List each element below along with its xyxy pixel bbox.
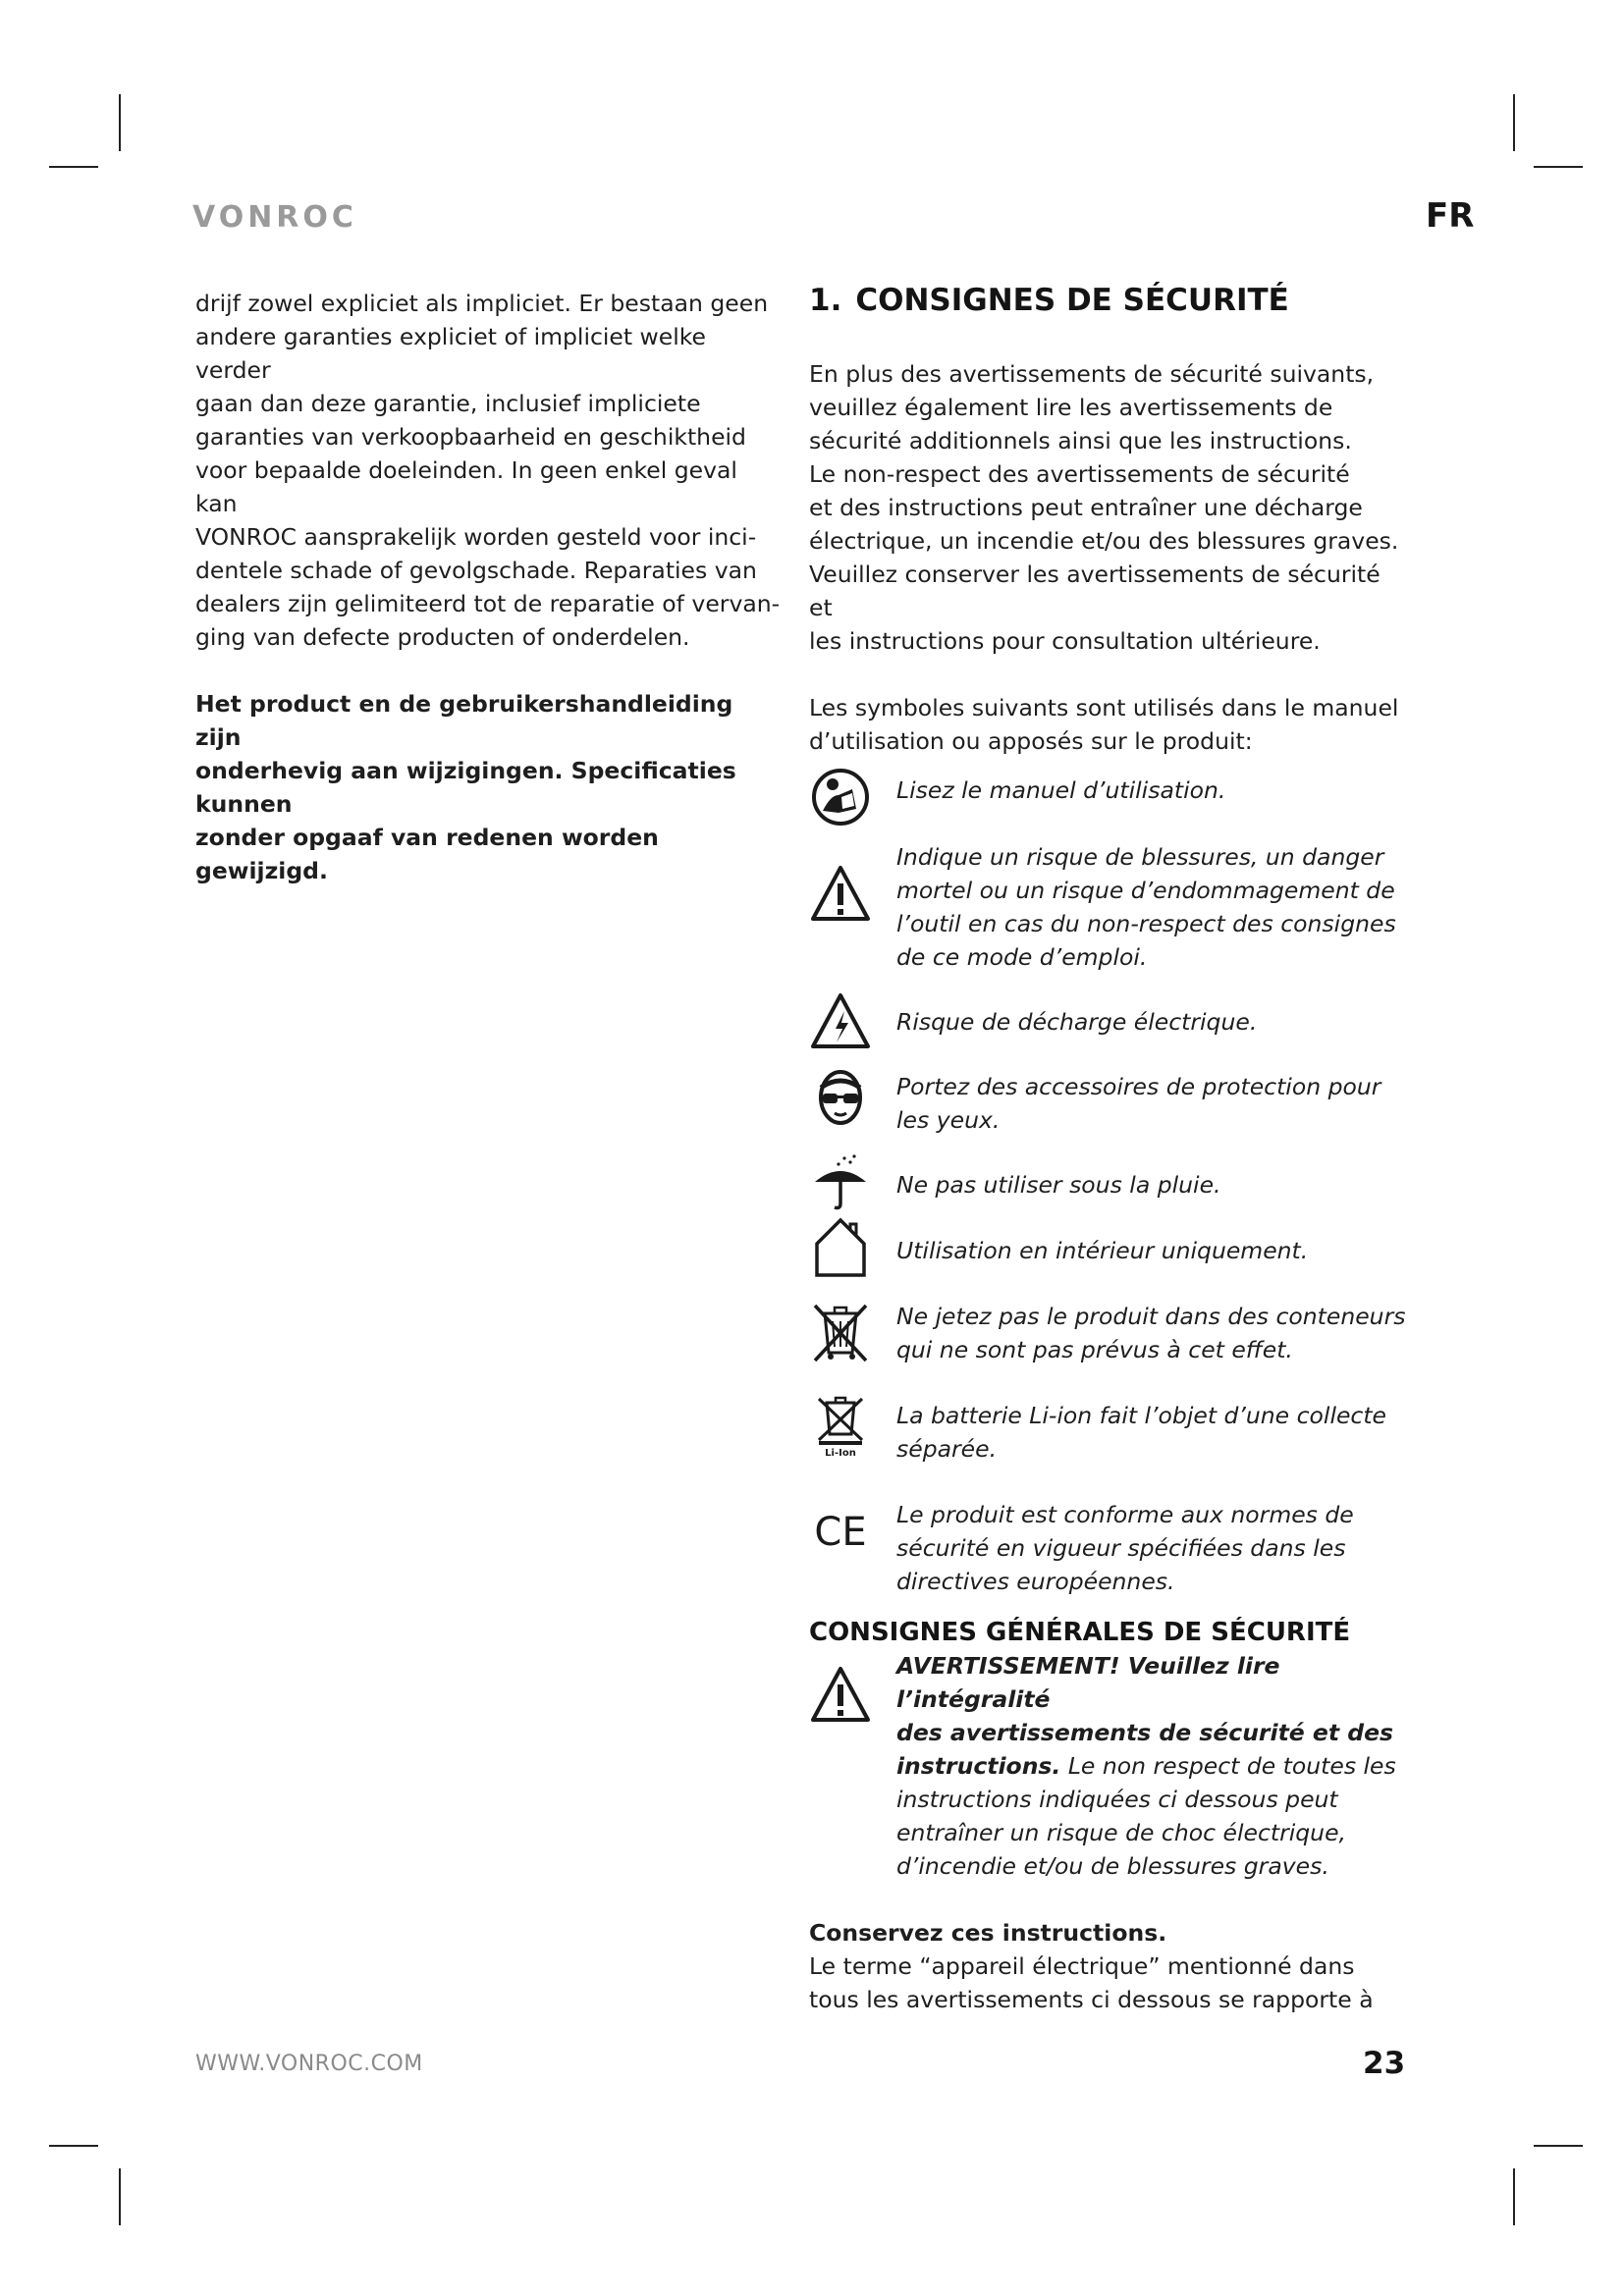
general-warning-rest: Le non respect de toutes les instructions indiquées ci dessous peut entraîner un risque de choc électrique, d’incendie et/ou de blessures graves. [896, 1752, 1396, 1880]
right-column [809, 279, 1408, 2016]
symbol-row [809, 774, 1408, 825]
symbol-row [809, 1498, 1408, 1598]
house-indoor-icon [809, 1214, 872, 1277]
symbol-text: Lisez le manuel d’utilisation. [896, 776, 1226, 804]
general-warning [809, 1649, 1408, 1883]
crop-mark [49, 166, 98, 168]
symbol-text: Ne jetez pas le produit dans des conteneurs qui ne sont pas prévus à cet effet. [896, 1303, 1406, 1363]
eye-protection-icon [809, 1066, 872, 1129]
symbol-text: La batterie Li-ion fait l’objet d’une collecte séparée. [896, 1402, 1387, 1463]
keep-instructions-text: Le terme “appareil électrique” mentionné dans tous les avertissements ci dessous se rapporte à [809, 1952, 1374, 2013]
symbol-text: Risque de décharge électrique. [896, 1008, 1258, 1036]
symbol-text: Ne pas utiliser sous la pluie. [896, 1171, 1221, 1199]
symbol-text: Utilisation en intérieur uniquement. [896, 1237, 1309, 1264]
change-notice: Het product en de gebruikershandleiding zijn onderhevig aan wijzigingen. Specificaties kunnen zonder opgaaf van redenen worden gewijzigd. [195, 690, 736, 884]
symbol-row [809, 1070, 1408, 1137]
general-safety-heading: CONSIGNES GÉNÉRALES DE SÉCURITÉ [809, 1618, 1351, 1647]
brand-logo [192, 199, 389, 231]
li-ion-label: Li-Ion [825, 1448, 856, 1458]
umbrella-rain-icon [809, 1152, 872, 1215]
symbol-text: Indique un risque de blessures, un danger mortel ou un risque d’endommagement de l’outil en cas du non-respect des consignes de ce mode d’emploi. [896, 843, 1396, 971]
footer-url: WWW.VONROC.COM [195, 2052, 423, 2076]
symbols-intro: Les symboles suivants sont utilisés dans le manuel d’utilisation ou apposés sur le produit: [809, 694, 1399, 755]
crop-mark [1534, 166, 1583, 168]
crop-mark [1534, 2145, 1583, 2147]
general-warning-text [896, 1649, 1408, 1883]
crop-mark [49, 2145, 98, 2147]
crop-mark [119, 2168, 121, 2225]
crop-mark [1513, 2168, 1515, 2225]
warning-triangle-icon [809, 1663, 872, 1726]
symbol-row [809, 1168, 1408, 1201]
warning-triangle-icon [809, 862, 872, 925]
page-number: 23 [1363, 2046, 1406, 2081]
symbol-row [809, 840, 1408, 974]
left-column [195, 287, 785, 887]
symbol-row [809, 1300, 1408, 1366]
section-number: 1. [809, 283, 842, 318]
general-warning-bold: AVERTISSEMENT! Veuillez lire l’intégralité des avertissements de sécurité et des instructions. [896, 1652, 1394, 1780]
brand-logo-text: VONROC [192, 200, 357, 231]
symbol-text: Le produit est conforme aux normes de sécurité en vigueur spécifiées dans les directives européennes. [896, 1501, 1354, 1595]
keep-instructions-heading: Conservez ces instructions. [809, 1919, 1167, 1947]
electric-shock-icon [809, 989, 872, 1052]
ce-mark-text: CE [814, 1510, 867, 1555]
symbol-row [809, 1005, 1408, 1039]
read-manual-icon [809, 766, 872, 828]
language-code: FR [1426, 196, 1475, 236]
symbol-text: Portez des accessoires de protection pour les yeux. [896, 1073, 1381, 1134]
ce-mark-icon [809, 1498, 872, 1561]
symbol-row [809, 1234, 1408, 1267]
crop-mark [1513, 94, 1515, 151]
safety-intro: En plus des avertissements de sécurité suivants, veuillez également lire les avertissements de sécurité additionnels ainsi que les instructions. Le non-respect des avertissements de sécurité et des instructions peut entraîner une décharge électrique, un incendie et/ou des blessures graves. Veuillez conserver les avertissements de sécurité et les instructions pour consultation ultérieure. [809, 360, 1399, 655]
warranty-paragraph: drijf zowel expliciet als impliciet. Er bestaan geen andere garanties expliciet of impliciet welke verder gaan dan deze garantie, inclusief impliciete garanties van verkoopbaarheid en geschiktheid voor bepaalde doeleinden. In geen enkel geval kan VONROC aansprakelijk worden gesteld voor inci- dentele schade of gevolgschade. Reparaties van dealers zijn gelimiteerd tot de reparatie of vervan- ging van defecte producten of onderdelen. [195, 290, 781, 651]
crop-mark [119, 94, 121, 151]
section-title: CONSIGNES DE SÉCURITÉ [855, 283, 1289, 318]
symbol-row [809, 1399, 1408, 1466]
crossed-bin-icon [809, 1300, 872, 1362]
section-heading [809, 279, 1408, 338]
li-ion-bin-icon [809, 1395, 872, 1458]
